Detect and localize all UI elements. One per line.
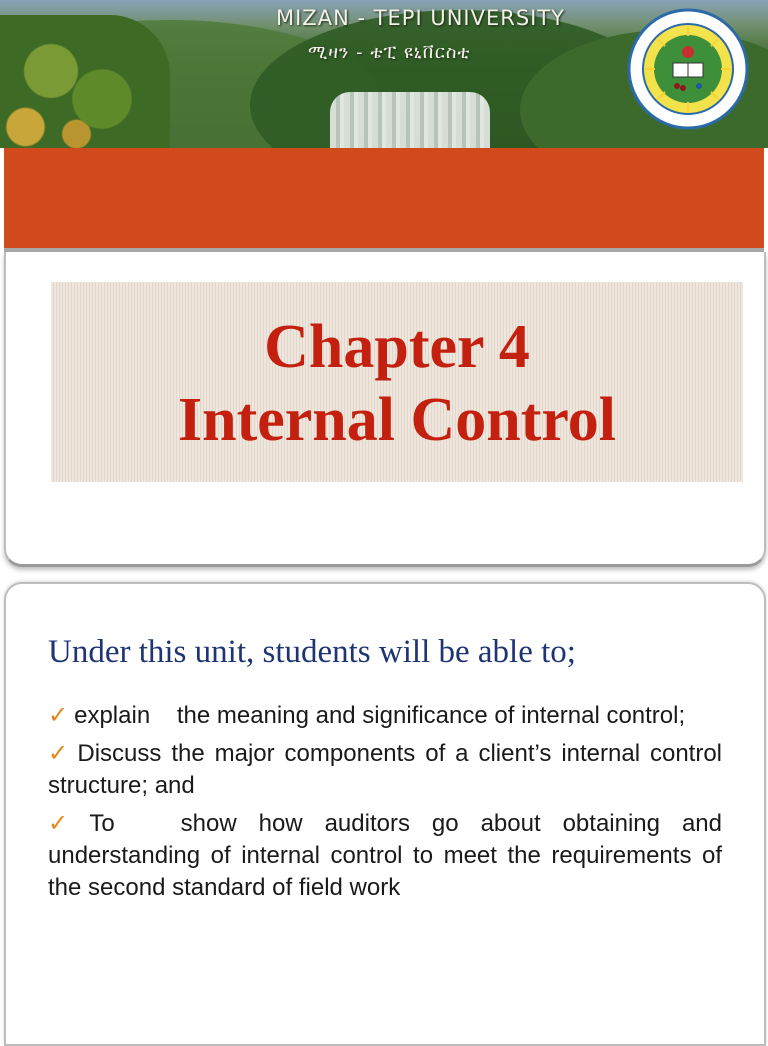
objectives-slide — [4, 582, 766, 1046]
checkmark-icon: ✓ — [48, 702, 69, 729]
banana-foliage-image — [0, 15, 170, 148]
objective-text: explain the meaning and significance of internal control; — [74, 702, 686, 729]
objectives-intro: Under this unit, students will be able to; — [48, 634, 576, 670]
chapter-title-box — [51, 282, 743, 482]
checkmark-icon: ✓ — [48, 740, 72, 767]
chapter-title: Internal Control — [177, 386, 617, 454]
objectives-list — [48, 700, 729, 910]
list-item — [48, 700, 722, 732]
list-item — [48, 808, 729, 904]
checkmark-icon: ✓ — [48, 810, 84, 837]
university-name-amharic: ሚዛን - ቴፒ ዩኒቨርስቲ — [308, 42, 471, 63]
objective-text: Discuss the major components of a client’s internal control structure; and — [48, 740, 723, 799]
chapter-number: Chapter 4 — [264, 313, 530, 381]
list-item — [48, 738, 722, 802]
waterfall-image — [330, 92, 490, 148]
header-accent-bar — [4, 148, 764, 252]
university-banner — [0, 0, 768, 148]
university-seal-icon — [627, 8, 749, 130]
objective-text: To show how auditors go about obtaining and understanding of internal control to meet the requirements of the second standard of field work — [48, 810, 729, 901]
university-name-english: MIZAN - TEPI UNIVERSITY — [276, 6, 566, 30]
